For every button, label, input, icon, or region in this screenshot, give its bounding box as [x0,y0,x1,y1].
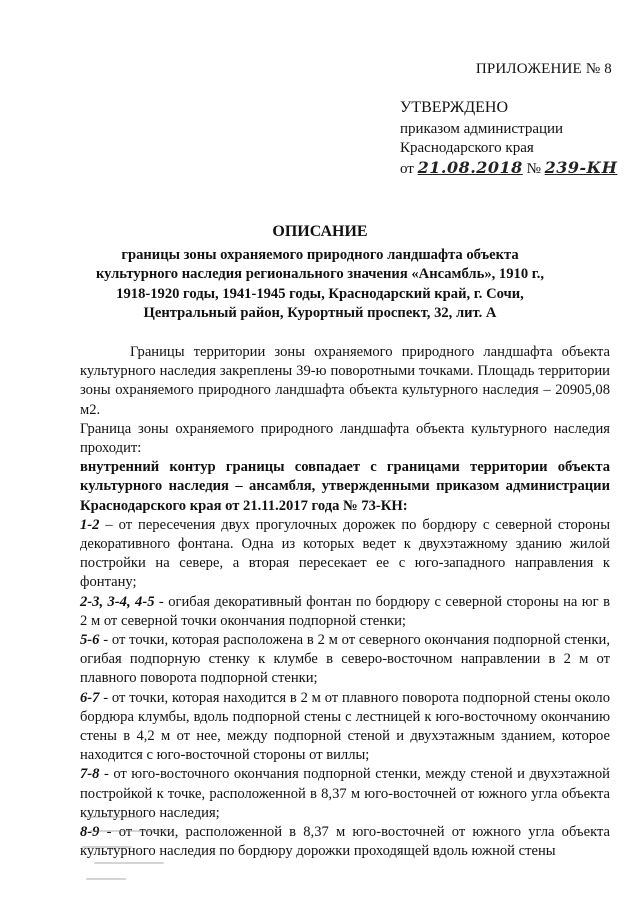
segment-text: - от точки, которая находится в 2 м от плавного поворота подпорной стены около бордюра клумбы, вдоль подпорной стены с лестницей к юго-восточному окончанию стены в 4,2 м от нее, между подпорной стеной и двухэтажным зданием, которое находится с юго-восточной стороны от виллы; [80,689,610,764]
segment-text: - от точки, расположенной в 8,37 м юго-восточней от южного угла объекта культурного наследия по бордюру дорожки проходящей вдоль южной стены [80,824,610,860]
approval-line-1: приказом администрации [400,121,564,137]
approval-line-2: Краснодарского края [400,140,534,156]
segment-text: - огибая декоративный фонтан по бордюру с северной стороны на юг в 2 м от северной точки окончания подпорной стенки; [80,593,610,629]
segment-paragraph [80,516,610,593]
segment-paragraph [80,631,610,689]
segment-label: 2-3, 3-4, 4-5 [80,593,155,610]
faded-stamp-mark [80,810,190,895]
approval-title: УТВЕРЖДЕНО [400,99,509,116]
handwritten-date: 21.08.2018 [417,158,523,177]
title-subtitle: границы зоны охраняемого природного ландшафта объекта культурного наследия регионального значения «Ансамбль», 1910 г., 1918-1920 годы, 1941-1945 годы, Краснодарский край, г. Сочи, Центральный район, Курортный проспект, 32, лит. А [95,246,545,321]
segment-label: 5-6 [80,632,100,649]
segment-label: 6-7 [80,689,100,706]
approval-no-label: № [526,161,541,177]
approval-block [400,98,617,179]
segment-text: – от пересечения двух прогулочных дорожек по бордюру с северной стороны декоративного фонтана. Одна из которых ведет к двухэтажному зданию жилой постройки на севере, а вторая пересекает ее с юго-западного направления к фонтану; [80,516,610,591]
segment-paragraph [80,593,610,631]
body-paragraph-2: Граница зоны охраняемого природного ландшафта объекта культурного наследия проходит: [80,420,610,457]
segment-label: 1-2 [80,516,100,533]
segment-paragraph [80,689,610,766]
segment-label: 8-9 [80,824,100,841]
document-title [95,222,545,324]
approval-date-number [400,158,617,179]
segment-text: - от юго-восточного окончания подпорной стенки, между стеной и двухэтажной постройкой к точке, расположенной в 8,37 м юго-восточней от южного угла объекта культурного наследия; [80,766,610,821]
segment-text: - от точки, которая расположена в 2 м от северного окончания подпорной стенки, огибая подпорную стенку к клумбе в северо-восточном направлении в 2 м от плавного поворота подпорной стенки; [80,632,610,687]
document-body [80,343,610,861]
segment-label: 7-8 [80,766,100,783]
body-paragraph-3: внутренний контур границы совпадает с границами территории объекта культурного наследия – ансамбля, утвержденными приказом администрации Краснодарского края от 21.11.2017 года № 73-КН: [80,459,610,514]
handwritten-number: 239-КН [544,158,618,177]
approval-from: от [400,161,414,177]
body-paragraph-1: Границы территории зоны охраняемого природного ландшафта объекта культурного наследия закреплены 39-ю поворотными точками. Площадь территории зоны охраняемого природного ландшафта объекта культурного наследия – 20905,08 м2. [80,344,610,418]
appendix-number: ПРИЛОЖЕНИЕ № 8 [475,61,612,77]
title-heading: ОПИСАНИЕ [272,223,368,240]
